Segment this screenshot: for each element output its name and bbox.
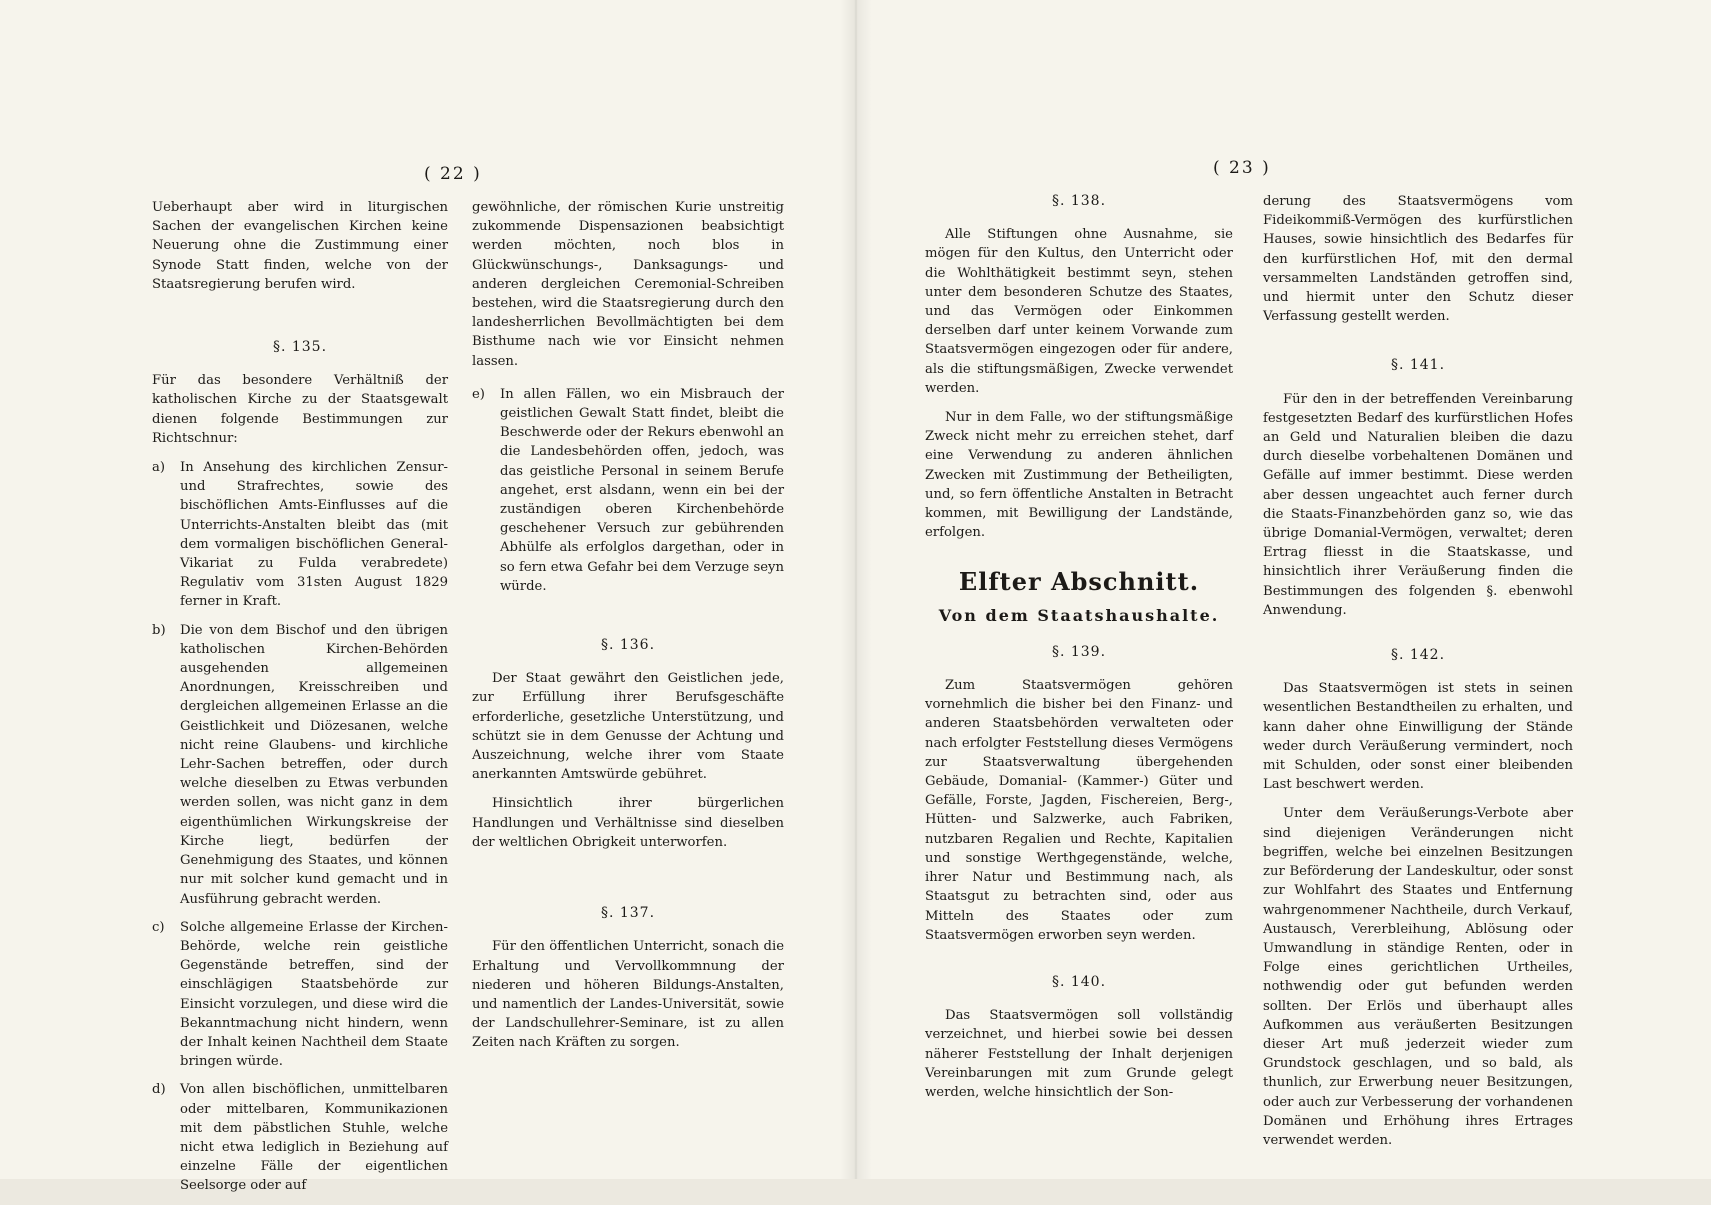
section-heading-135: §. 135. [272,339,328,356]
left-page [0,0,855,1194]
list-item-a [152,458,448,612]
right-page-column-1 [925,192,1233,1112]
item-text: Solche allgemeine Erlasse der Kirchen-Behörde, welche rein geistliche Gegenstände betreffen, sind der einschlägigen Staatsbehörde zur Einsicht vorzulegen, und diese wird die Bekanntmachung nicht hindern, wenn der Inhalt keinen Nachtheil dem Staate bringen würde. [180,919,448,1070]
paragraph-141-1: Für den in der betreffenden Vereinbarung festgesetzten Bedarf des kurfürstlichen Hofes an Geld und Naturalien bleiben die dazu durch dieselbe vorbehaltenen Domänen und Gefälle auf immer bestimmt. Diese werden aber dessen ungeachtet auch ferner durch die Staats-Finanzbehörden ganz so, wie das übrige Domanial-Vermögen, verwaltet; deren Ertrag fliesst in die Staatskasse, und hinsichtlich ihrer Veräußerung finden die Bestimmungen des folgenden §. ebenwohl Anwendung. [1263,391,1573,618]
item-label: d) [152,1082,166,1098]
section-heading-140: §. 140. [1051,973,1107,990]
paragraph-142-1: Das Staatsvermögen ist stets in seinen wesentlichen Bestandtheilen zu erhalten, und kann daher ohne Einwilligung der Stände weder durch Veräußerung vermindert, noch mit Schulden, oder sonst einer bleibenden Last beschwert werden. [1263,681,1573,793]
paragraph-137-1: Für den öffentlichen Unterricht, sonach die Erhaltung und Vervollkommnung der niederen und höheren Bildungs-Anstalten, und namentlich der Landes-Universität, sowie der Landschullehrer-Seminare, ist zu allen Zeiten nach Kräften zu sorgen. [472,939,784,1051]
section-heading-138: §. 138. [1051,193,1107,209]
paragraph-136-1: Der Staat gewährt den Geistlichen jede, zur Erfüllung ihrer Berufsgeschäfte erforderliche, gesetzliche Unterstützung, und schützt sie in dem Genusse der Achtung und Auszeichnung, welche ihrer vom Staate anerkannten Amtswürde gebühret. [472,671,784,783]
list-item-d [152,1080,448,1195]
list-item-c [152,918,448,1072]
page-number-22: ( 22 ) [424,164,482,184]
item-text: Von allen bischöflichen, unmittelbaren oder mittelbaren, Kommunikazionen mit dem päbstlichen Stuhle, welche nicht etwa lediglich in Beziehung auf einzelne Fälle der eigentlichen Seelsorge oder auf [180,1082,448,1194]
paragraph-142-2: Unter dem Veräußerungs-Verbote aber sind diejenigen Veränderungen nicht begriffen, welche bei einzelnen Besitzungen zur Beförderung der Landeskultur, oder sonst zur Wohlfahrt des Staates und Entfernung wahrgenommener Nachtheile, durch Verkauf, Austausch, Vererbleihung, Ablösung oder Umwandlung in ständige Renten, oder in Folge eines gerichtlichen Urtheiles, nothwendig oder gut befunden werden sollten. Der Erlös und überhaupt alles Aufkommen aus veräußerten Besitzungen dieser Art muß jederzeit wieder zum Grundstock geschlagen, und so bald, als thunlich, zur Erwerbung neuer Besitzungen, oder auch zur Verbesserung der vorhandenen Domänen und Erhöhung ihres Ertrages verwendet werden. [1263,806,1573,1148]
item-label: e) [472,386,485,402]
list-item-b [152,621,448,909]
section-heading-141: §. 141. [1390,357,1446,374]
section-heading-136: §. 136. [600,637,656,654]
page-number-23: ( 23 ) [1213,158,1271,178]
item-label: c) [152,919,165,935]
paragraph-138-2: Nur in dem Falle, wo der stiftungsmäßige Zweck nicht mehr zu erreichen stehet, darf eine Verwendung zu anderen ähnlichen Zwecken mit Zustimmung der Betheiligten, und, so fern öffentliche Anstalten in Betracht kommen, mit Bewilligung der Landstände, erfolgen. [925,410,1233,541]
item-text: In allen Fällen, wo ein Misbrauch der geistlichen Gewalt Statt findet, bleibt die Beschwerde oder der Rekurs ebenwohl an die Landesbehörden offen, jedoch, was das geistliche Personal in seinem Berufe angehet, erst alsdann, wenn ein bei der zuständigen oberen Kirchenbehörde geschehener Versuch zur gebührenden Abhülfe als erfolglos dargethan, oder in so fern etwa Gefahr bei dem Verzuge seyn würde. [500,386,784,594]
right-page-column-2 [1263,192,1573,1160]
paragraph-intro: Ueberhaupt aber wird in liturgischen Sachen der evangelischen Kirchen keine Neuerung ohne die Zustimmung einer Synode Statt finden, welche von der Staatsregierung berufen wird. [152,200,448,292]
section-heading-142: §. 142. [1390,647,1446,664]
section-heading-139: §. 139. [1051,643,1107,660]
chapter-title: Elfter Abschnitt. [958,567,1200,597]
paragraph-140-1: Das Staatsvermögen soll vollständig verzeichnet, und hierbei sowie bei dessen näherer Feststellung der Inhalt derjenigen Vereinbarungen mit zum Grunde gelegt werden, welche hinsichtlich der Son- [925,1008,1233,1100]
item-text: In Ansehung des kirchlichen Zensur- und Strafrechtes, sowie des bischöflichen Amts-Einflusses auf die Unterrichts-Anstalten bleibt das (mit dem vormaligen bischöflichen General-Vikariat zu Fulda verabredete) Regulativ vom 31sten August 1829 ferner in Kraft. [180,460,448,610]
paragraph-136-2: Hinsichtlich ihrer bürgerlichen Handlungen und Verhältnisse sind dieselben der weltlichen Obrigkeit unterworfen. [472,796,784,850]
left-page-column-2 [472,198,784,1063]
paragraph-138-1: Alle Stiftungen ohne Ausnahme, sie mögen für den Kultus, den Unterricht oder die Wohlthätigkeit bestimmt seyn, stehen unter dem besonderen Schutze des Staates, und das Vermögen oder Einkommen derselben darf unter keinem Vorwande zum Staatsvermögen eingezogen oder für andere, als die stiftungsmäßigen, Zwecke verwendet werden. [925,227,1233,396]
paragraph-continuation: gewöhnliche, der römischen Kurie unstreitig zukommende Dispensazionen beabsichtigt werden möchten, noch blos in Glückwünschungs-, Danksagungs- und anderen dergleichen Ceremonial-Schreiben bestehen, wird die Staatsregierung durch den landesherrlichen Bevollmächtigten bei dem Bisthume nach wie vor Einsicht nehmen lassen. [472,200,784,369]
chapter-subtitle: Von dem Staatshaushalte. [938,605,1220,625]
paragraph-135-intro: Für das besondere Verhältniß der katholischen Kirche zu der Staatsgewalt dienen folgende Bestimmungen zur Richtschnur: [152,373,448,446]
section-heading-137: §. 137. [600,905,656,922]
left-page-column-1 [152,198,448,1205]
list-item-e [472,385,784,596]
book-gutter [840,0,872,1179]
item-label: a) [152,460,166,476]
item-label: b) [152,622,166,638]
right-page [855,0,1711,1179]
paragraph-continuation: derung des Staatsvermögens vom Fideikommiß-Vermögen des kurfürstlichen Hauses, sowie hinsichtlich des Bedarfes für den kurfürstlichen Hof, mit den dermal versammelten Landständen getroffen sind, und hiermit unter den Schutz dieser Verfassung gestellt werden. [1263,194,1573,325]
paragraph-139-1: Zum Staatsvermögen gehören vornehmlich die bisher bei den Finanz- und anderen Staatsbehörden verwalteten oder nach erfolgter Feststellung dieses Vermögens zur Staatsverwaltung übergehenden Gebäude, Domanial- (Kammer-) Güter und Gefälle, Forste, Jagden, Fischereien, Berg-, Hütten- und Salzwerke, auch Fabriken, nutzbaren Regalien und Rechte, Kapitalien und sonstige Werthgegenstände, welche, ihrer Natur und Bestimmung nach, als Staatsgut zu betrachten sind, oder aus Mitteln des Staates oder zum Staatsvermögen erworben seyn werden. [925,678,1233,943]
item-text: Die von dem Bischof und den übrigen katholischen Kirchen-Behörden ausgehenden allgemeinen Anordnungen, Kreisschreiben und dergleichen allgemeinen Erlasse an die Geistlichkeit und Diözesanen, welche nicht reine Glaubens- und kirchliche Lehr-Sachen betreffen, oder durch welche dieselben zu Etwas verbunden werden sollen, was nicht ganz in dem eigenthümlichen Wirkungskreise der Kirche liegt, bedürfen der Genehmigung des Staates, und können nur mit solcher kund gemacht und in Ausführung gebracht werden. [180,622,448,907]
